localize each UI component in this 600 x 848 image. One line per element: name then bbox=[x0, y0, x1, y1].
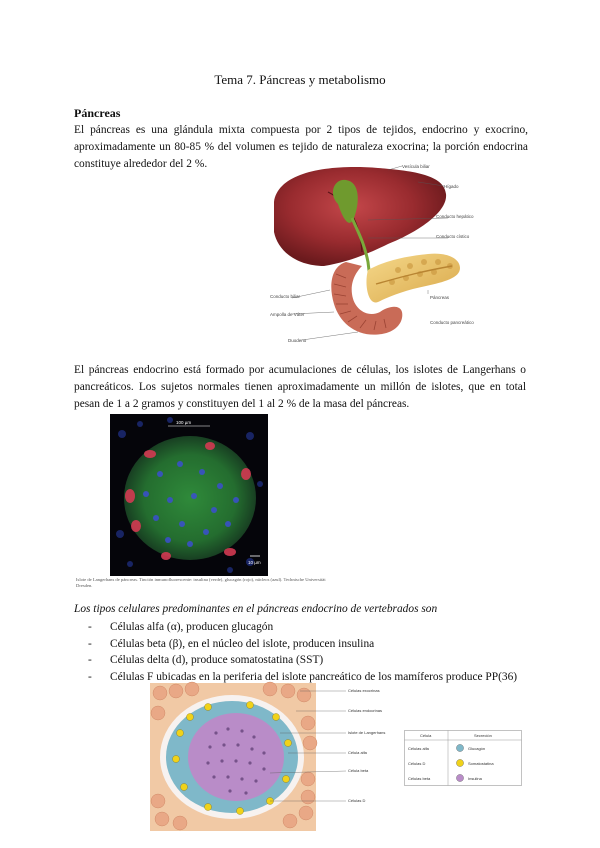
legend-row-secretion: Somatostatina bbox=[468, 761, 494, 766]
legend-header-cell: Célula bbox=[420, 733, 432, 738]
label-gallbladder: Vesícula biliar bbox=[402, 164, 430, 169]
paragraph-islets: El páncreas endocrino está formado por acumulaciones de células, los islotes de Langerhans o pancreáticos. Los sujetos normales tienen aproximadamente un millón de islotes, que en total pesan de 1 a 2 gramos y constituyen del 1 al 2 % de la masa del páncreas. bbox=[74, 364, 526, 410]
label-islet: Islote de Langerhans bbox=[348, 730, 386, 735]
label-beta-cell: Célula beta bbox=[348, 768, 369, 773]
legend-swatch bbox=[456, 744, 463, 751]
legend-swatch bbox=[456, 759, 463, 766]
label-exocrine-cells: Células exocrinas bbox=[348, 688, 380, 693]
liver-pancreas-illustration bbox=[268, 162, 474, 348]
cell-secretion-legend bbox=[404, 730, 522, 786]
label-ampulla: Ampolla de Váter bbox=[270, 312, 305, 317]
legend-swatch bbox=[456, 774, 463, 781]
label-alpha-cell: Célula alfa bbox=[348, 750, 367, 755]
liver-shape bbox=[274, 167, 446, 266]
legend-row-cell: Células D bbox=[408, 761, 426, 766]
legend-row-secretion: Glucagón bbox=[468, 746, 486, 751]
paragraph-exocrine-endocrine: El páncreas es una glándula mixta compuesta por 2 tipos de tejidos, endocrino y exocrino, aproximadamente un 80-85 % del volumen es tejido de naturaleza exocrina; la porción endocrina constituye alrededor del 2 %. bbox=[74, 124, 528, 170]
label-pancreatic-duct: Conducto pancreático bbox=[430, 320, 474, 325]
label-duodenum: Duodeno bbox=[288, 338, 307, 343]
list-item: - Células delta (d), produce somatostatina (SST) bbox=[88, 654, 324, 666]
label-hepatic-duct: Conducto hepático bbox=[436, 214, 474, 219]
islet-micrograph bbox=[110, 414, 268, 576]
legend-row-cell: Células alfa bbox=[408, 746, 429, 751]
label-cystic-duct: Conducto cístico bbox=[436, 234, 470, 239]
label-d-cells: Células D bbox=[348, 798, 366, 803]
label-pancreas: Páncreas bbox=[430, 295, 450, 300]
legend-row-secretion: Insulina bbox=[468, 776, 482, 781]
page-title: Tema 7. Páncreas y metabolismo bbox=[214, 72, 386, 87]
legend-header-secretion: Secreción bbox=[474, 733, 492, 738]
list-item: - Células alfa (α), producen glucagón bbox=[88, 621, 274, 633]
islet-diagram bbox=[150, 683, 386, 831]
scale-label-top: 100 µm bbox=[176, 420, 192, 425]
list-item: - Células F ubicadas en la periferia del islote pancreático de los mamíferos produce PP(36) bbox=[88, 670, 518, 683]
label-bile-duct: Conducto biliar bbox=[270, 294, 301, 299]
legend-row-cell: Células beta bbox=[408, 776, 431, 781]
cell-types-list bbox=[74, 619, 526, 685]
label-endocrine-cells: Células endocrinas bbox=[348, 708, 383, 713]
label-liver: Hígado bbox=[444, 184, 459, 189]
figure-caption: Islote de Langerhans de páncreas. Tinción inmunofluorescente: insulina (verde), glucagón (rojo), núcleos (azul). Technische Universität Dresden. bbox=[76, 577, 326, 588]
scale-label-bottom: 10 µm bbox=[248, 560, 261, 565]
section-heading: Páncreas bbox=[74, 106, 121, 120]
cell-types-subheading: Los tipos celulares predominantes en el páncreas endocrino de vertebrados son bbox=[74, 603, 438, 615]
list-item: - Células beta (β), en el núcleo del islote, producen insulina bbox=[88, 637, 375, 650]
